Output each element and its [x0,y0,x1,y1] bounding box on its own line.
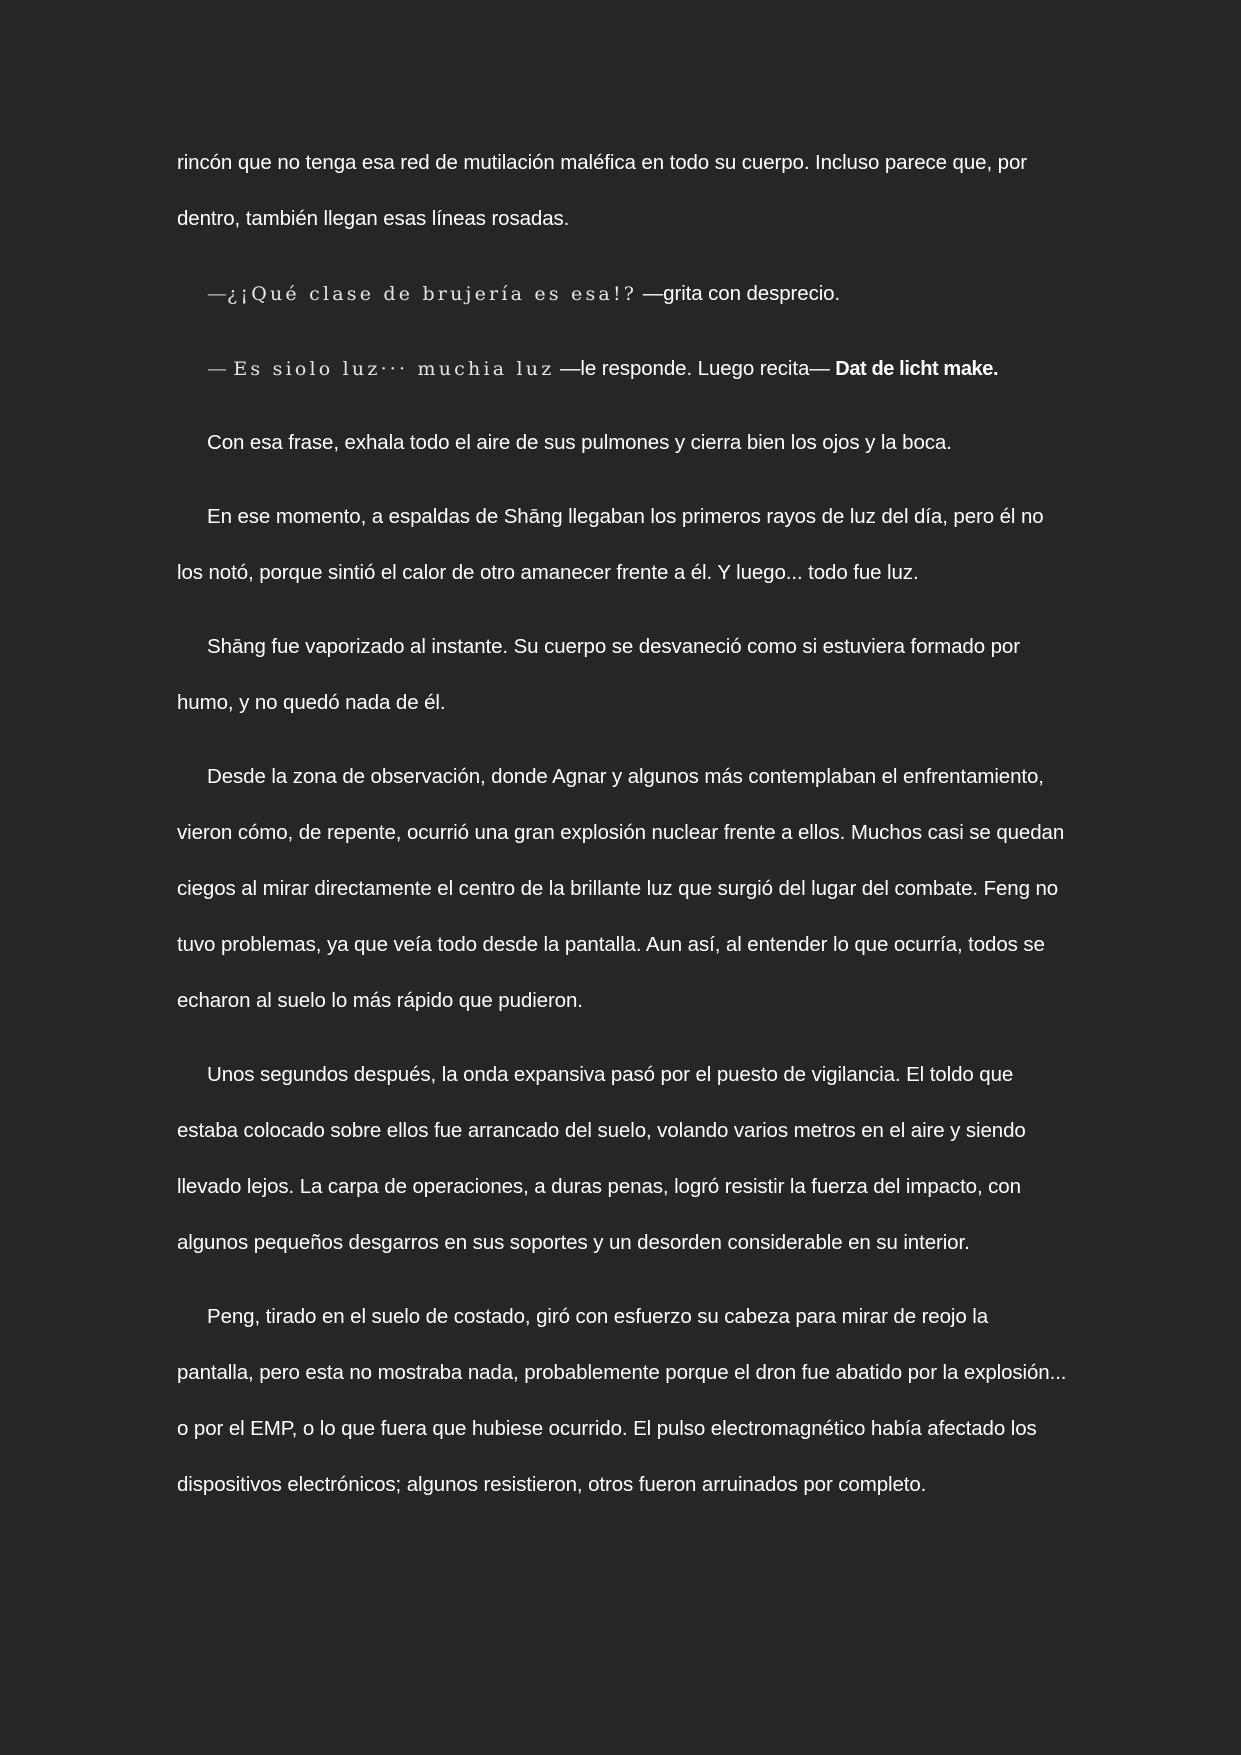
paragraph-gap [177,1271,1067,1289]
dialogue-dash: — [207,281,227,305]
paragraph-gap [177,247,1067,265]
paragraph-8: Unos segundos después, la onda expansiva pasó por el puesto de vigilancia. El toldo que estaba colocado sobre ellos fue arrancado del suelo, volando varios metros en el aire y siendo llevado lejos. La carpa de operaciones, a duras penas, logró resistir la fuerza del impacto, con algunos pequeños desgarros en sus soportes y un desorden considerable en su interior. [177,1063,1026,1254]
paragraph-6: Shāng fue vaporizado al instante. Su cuerpo se desvaneció como si estuviera formado por humo, y no quedó nada de él. [177,635,1020,714]
paragraph-5: En ese momento, a espaldas de Shāng llegaban los primeros rayos de luz del día, pero él no los notó, porque sintió el calor de otro amanecer frente a él. Y luego... todo fue luz. [177,505,1044,584]
paragraph-dialogue-2 [177,340,1067,397]
dialogue-dash: — [207,356,234,380]
dialogue-chant: Dat de licht make. [835,358,999,380]
dialogue-tag: —le responde. Luego recita— [554,357,836,380]
document-body [177,135,1067,1513]
paragraph-gap [177,1029,1067,1047]
dialogue-speech: Es siolo luz··· muchia luz [233,358,555,380]
paragraph-gap [177,397,1067,415]
paragraph-1: rincón que no tenga esa red de mutilación maléfica en todo su cuerpo. Incluso parece que, por dentro, también llegan esas líneas rosadas. [177,151,1027,230]
paragraph-dialogue-1 [177,265,1067,322]
paragraph-9: Peng, tirado en el suelo de costado, giró con esfuerzo su cabeza para mirar de reojo la pantalla, pero esta no mostraba nada, probablemente porque el dron fue abatido por la explosión... o por el EMP, o lo que fuera que hubiese ocurrido. El pulso electromagnético había afectado los dispositivos electrónicos; algunos resistieron, otros fueron arruinados por completo. [177,1305,1067,1496]
dialogue-speech: ¿¡Qué clase de brujería es esa!? [227,283,638,305]
dialogue-tag: —grita con desprecio. [637,282,841,305]
paragraph-gap [177,322,1067,340]
paragraph-gap [177,731,1067,749]
paragraph-gap [177,471,1067,489]
paragraph-7: Desde la zona de observación, donde Agnar y algunos más contemplaban el enfrentamiento, vieron cómo, de repente, ocurrió una gran explosión nuclear frente a ellos. Muchos casi se quedan ciegos al mirar directamente el centro de la brillante luz que surgió del lugar del combate. Feng no tuvo problemas, ya que veía todo desde la pantalla. Aun así, al entender lo que ocurría, todos se echaron al suelo lo más rápido que pudieron. [177,765,1065,1012]
paragraph-4: Con esa frase, exhala todo el aire de sus pulmones y cierra bien los ojos y la boca. [207,431,952,454]
paragraph-gap [177,601,1067,619]
